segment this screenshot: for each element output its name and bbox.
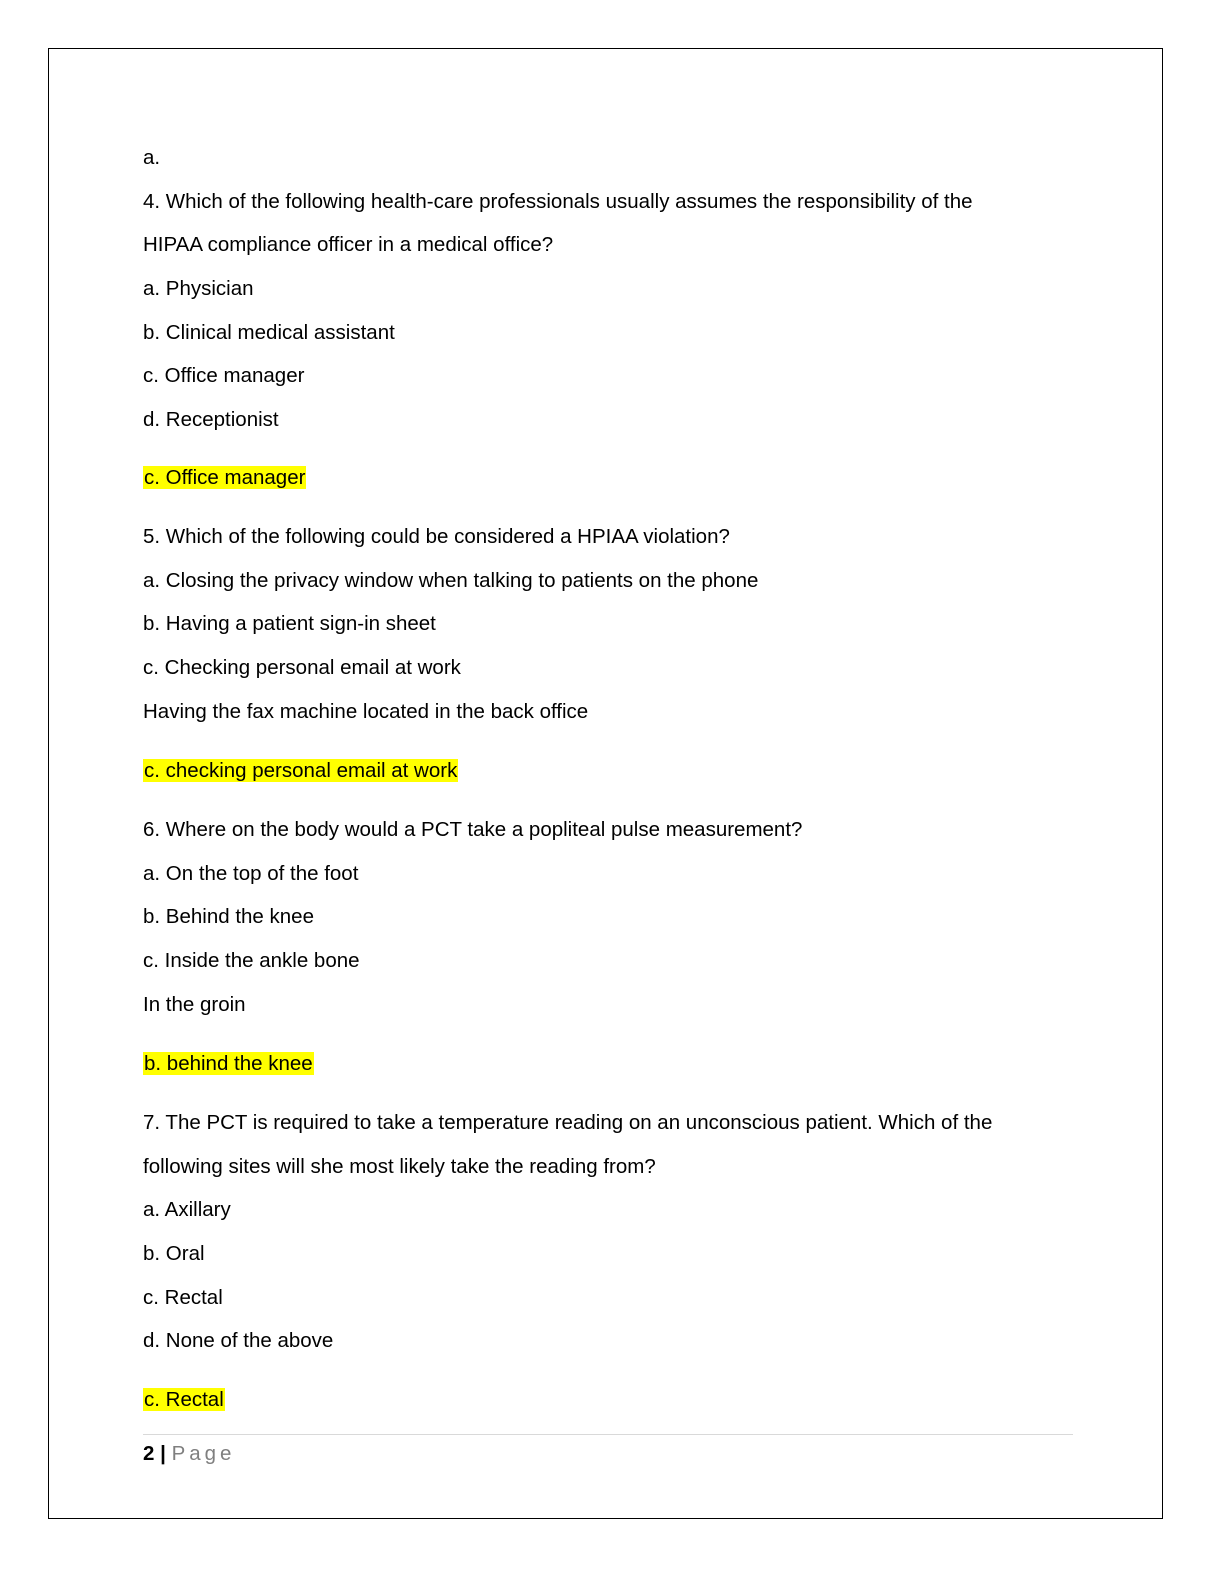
q4-option-d: d. Receptionist bbox=[143, 408, 279, 431]
q6-option-a: a. On the top of the foot bbox=[143, 862, 359, 885]
page-label: Page bbox=[171, 1442, 236, 1465]
question-4-text: 4. Which of the following health-care professionals usually assumes the responsibility of the bbox=[143, 190, 973, 213]
answer-option-a: a. bbox=[143, 146, 161, 169]
q6-option-c: c. Inside the ankle bone bbox=[143, 949, 360, 972]
q4-option-c: c. Office manager bbox=[143, 364, 305, 387]
q6-answer-highlight bbox=[143, 1051, 314, 1077]
q7-option-a: a. Axillary bbox=[143, 1198, 231, 1221]
question-7-text-cont: following sites will she most likely take the reading from? bbox=[143, 1155, 656, 1178]
q4-answer-highlight bbox=[143, 465, 306, 491]
footer-separator: | bbox=[160, 1442, 166, 1465]
footer-divider bbox=[143, 1434, 1073, 1435]
q7-option-b: b. Oral bbox=[143, 1242, 205, 1265]
q7-option-d: d. None of the above bbox=[143, 1329, 334, 1352]
q5-option-d: Having the fax machine located in the back office bbox=[143, 700, 589, 723]
q5-option-b: b. Having a patient sign-in sheet bbox=[143, 612, 436, 635]
q7-option-c: c. Rectal bbox=[143, 1286, 223, 1309]
page-footer bbox=[143, 1441, 235, 1467]
question-5-text: 5. Which of the following could be considered a HPIAA violation? bbox=[143, 525, 730, 548]
q5-answer-highlight bbox=[143, 758, 458, 784]
q7-answer: c. Rectal bbox=[144, 1388, 224, 1411]
question-4-text-cont: HIPAA compliance officer in a medical office? bbox=[143, 233, 554, 256]
q4-answer: c. Office manager bbox=[144, 466, 306, 489]
q5-option-a: a. Closing the privacy window when talking to patients on the phone bbox=[143, 569, 759, 592]
page-number: 2 bbox=[143, 1442, 155, 1465]
q4-option-a: a. Physician bbox=[143, 277, 254, 300]
q6-option-b: b. Behind the knee bbox=[143, 905, 314, 928]
q5-option-c: c. Checking personal email at work bbox=[143, 656, 461, 679]
q7-answer-highlight bbox=[143, 1387, 225, 1413]
question-7-text: 7. The PCT is required to take a temperature reading on an unconscious patient. Which of the bbox=[143, 1111, 993, 1134]
q5-answer: c. checking personal email at work bbox=[144, 759, 458, 782]
q6-option-d: In the groin bbox=[143, 993, 246, 1016]
q6-answer: b. behind the knee bbox=[144, 1052, 313, 1075]
q4-option-b: b. Clinical medical assistant bbox=[143, 321, 395, 344]
question-6-text: 6. Where on the body would a PCT take a popliteal pulse measurement? bbox=[143, 818, 803, 841]
